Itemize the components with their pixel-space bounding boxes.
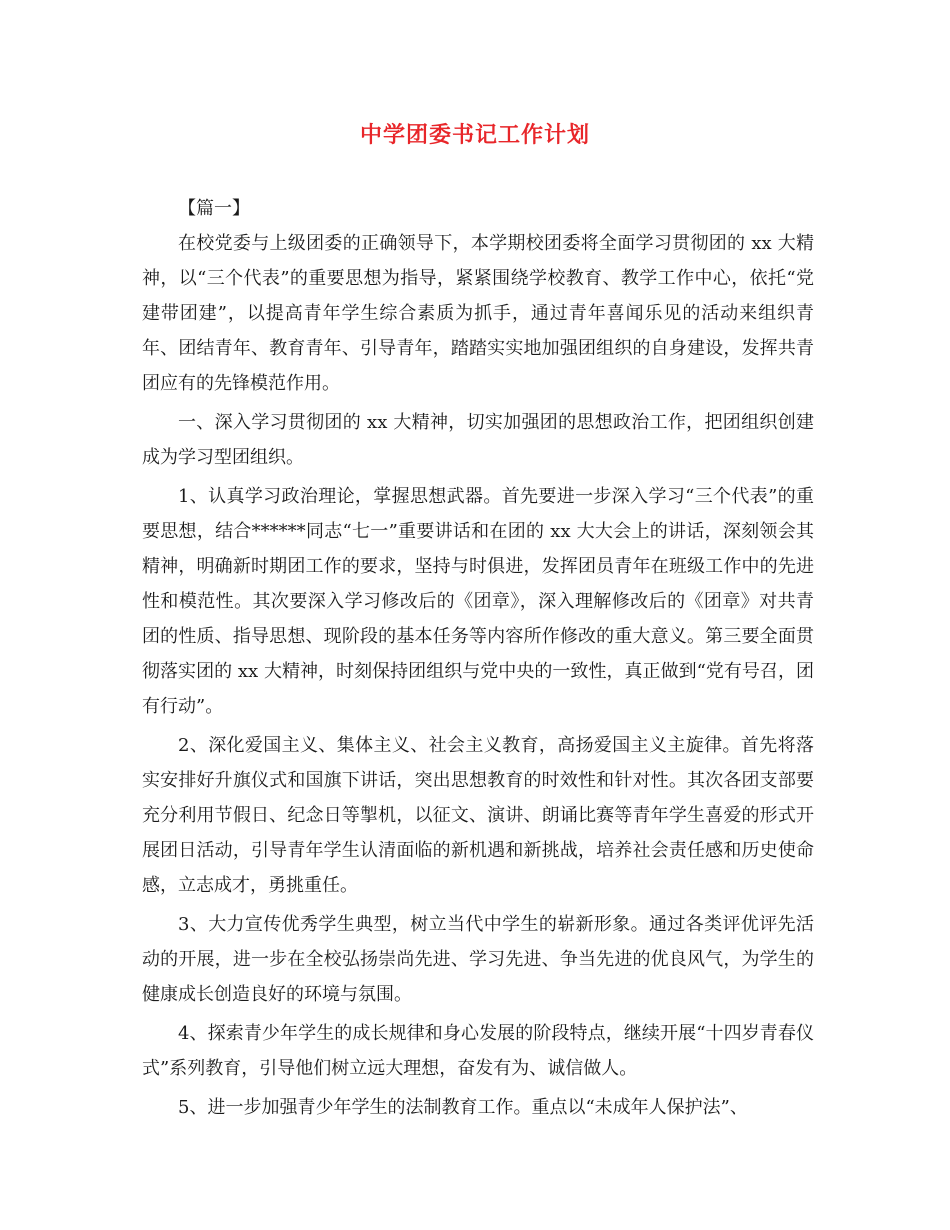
section-label: 【篇一】: [178, 198, 250, 219]
paragraph-item-4: 4、探索青少年学生的成长规律和身心发展的阶段特点，继续开展“十四岁青春仪式”系列教育，引导他们树立远大理想，奋发有为、诚信做人。: [142, 1023, 814, 1079]
paragraph-item-5: 5、进一步加强青少年学生的法制教育工作。重点以“未成年人保护法”、: [178, 1097, 748, 1118]
paragraph-intro: 在校党委与上级团委的正确领导下，本学期校团委将全面学习贯彻团的 xx 大精神，以“三个代表”的重要思想为指导，紧紧围绕学校教育、教学工作中心，依托“党建带团建”，以提高青年学生综合素质为抓手，通过青年喜闻乐见的活动来组织青年、团结青年、教育青年、引导青年，踏踏实实地加强团组织的自身建设，发挥共青团应有的先锋模范作用。: [142, 233, 814, 394]
document-title: 中学团委书记工作计划: [359, 122, 590, 148]
paragraph-item-2: 2、深化爱国主义、集体主义、社会主义教育，高扬爱国主义主旋律。首先将落实安排好升旗仪式和国旗下讲话，突出思想教育的时效性和针对性。其次各团支部要充分利用节假日、纪念日等掣机，以征文、演讲、朗诵比赛等青年学生喜爱的形式开展团日活动，引导青年学生认清面临的新机遇和新挑战，培养社会责任感和历史使命感，立志成才，勇挑重任。: [142, 735, 814, 896]
paragraph-heading-1: 一、深入学习贯彻团的 xx 大精神，切实加强团的思想政治工作，把团组织创建成为学习型团组织。: [142, 412, 814, 468]
paragraph-item-1: 1、认真学习政治理论，掌握思想武器。首先要进一步深入学习“三个代表”的重要思想，结合******同志“七一”重要讲话和在团的 xx 大大会上的讲话，深刻领会其精神，明确新时期团工作的要求，坚持与时俱进，发挥团员青年在班级工作中的先进性和模范性。其次要深入学习修改后的《团章》，深入理解修改后的《团章》对共青团的性质、指导思想、现阶段的基本任务等内容所作修改的重大意义。第三要全面贯彻落实团的 xx 大精神，时刻保持团组织与党中央的一致性，真正做到“党有号召，团有行动”。: [142, 486, 814, 717]
paragraph-item-3: 3、大力宣传优秀学生典型，树立当代中学生的崭新形象。通过各类评优评先活动的开展，进一步在全校弘扬崇尚先进、学习先进、争当先进的优良风气，为学生的健康成长创造良好的环境与氛围。: [142, 914, 814, 1005]
document-body: [142, 192, 814, 1129]
